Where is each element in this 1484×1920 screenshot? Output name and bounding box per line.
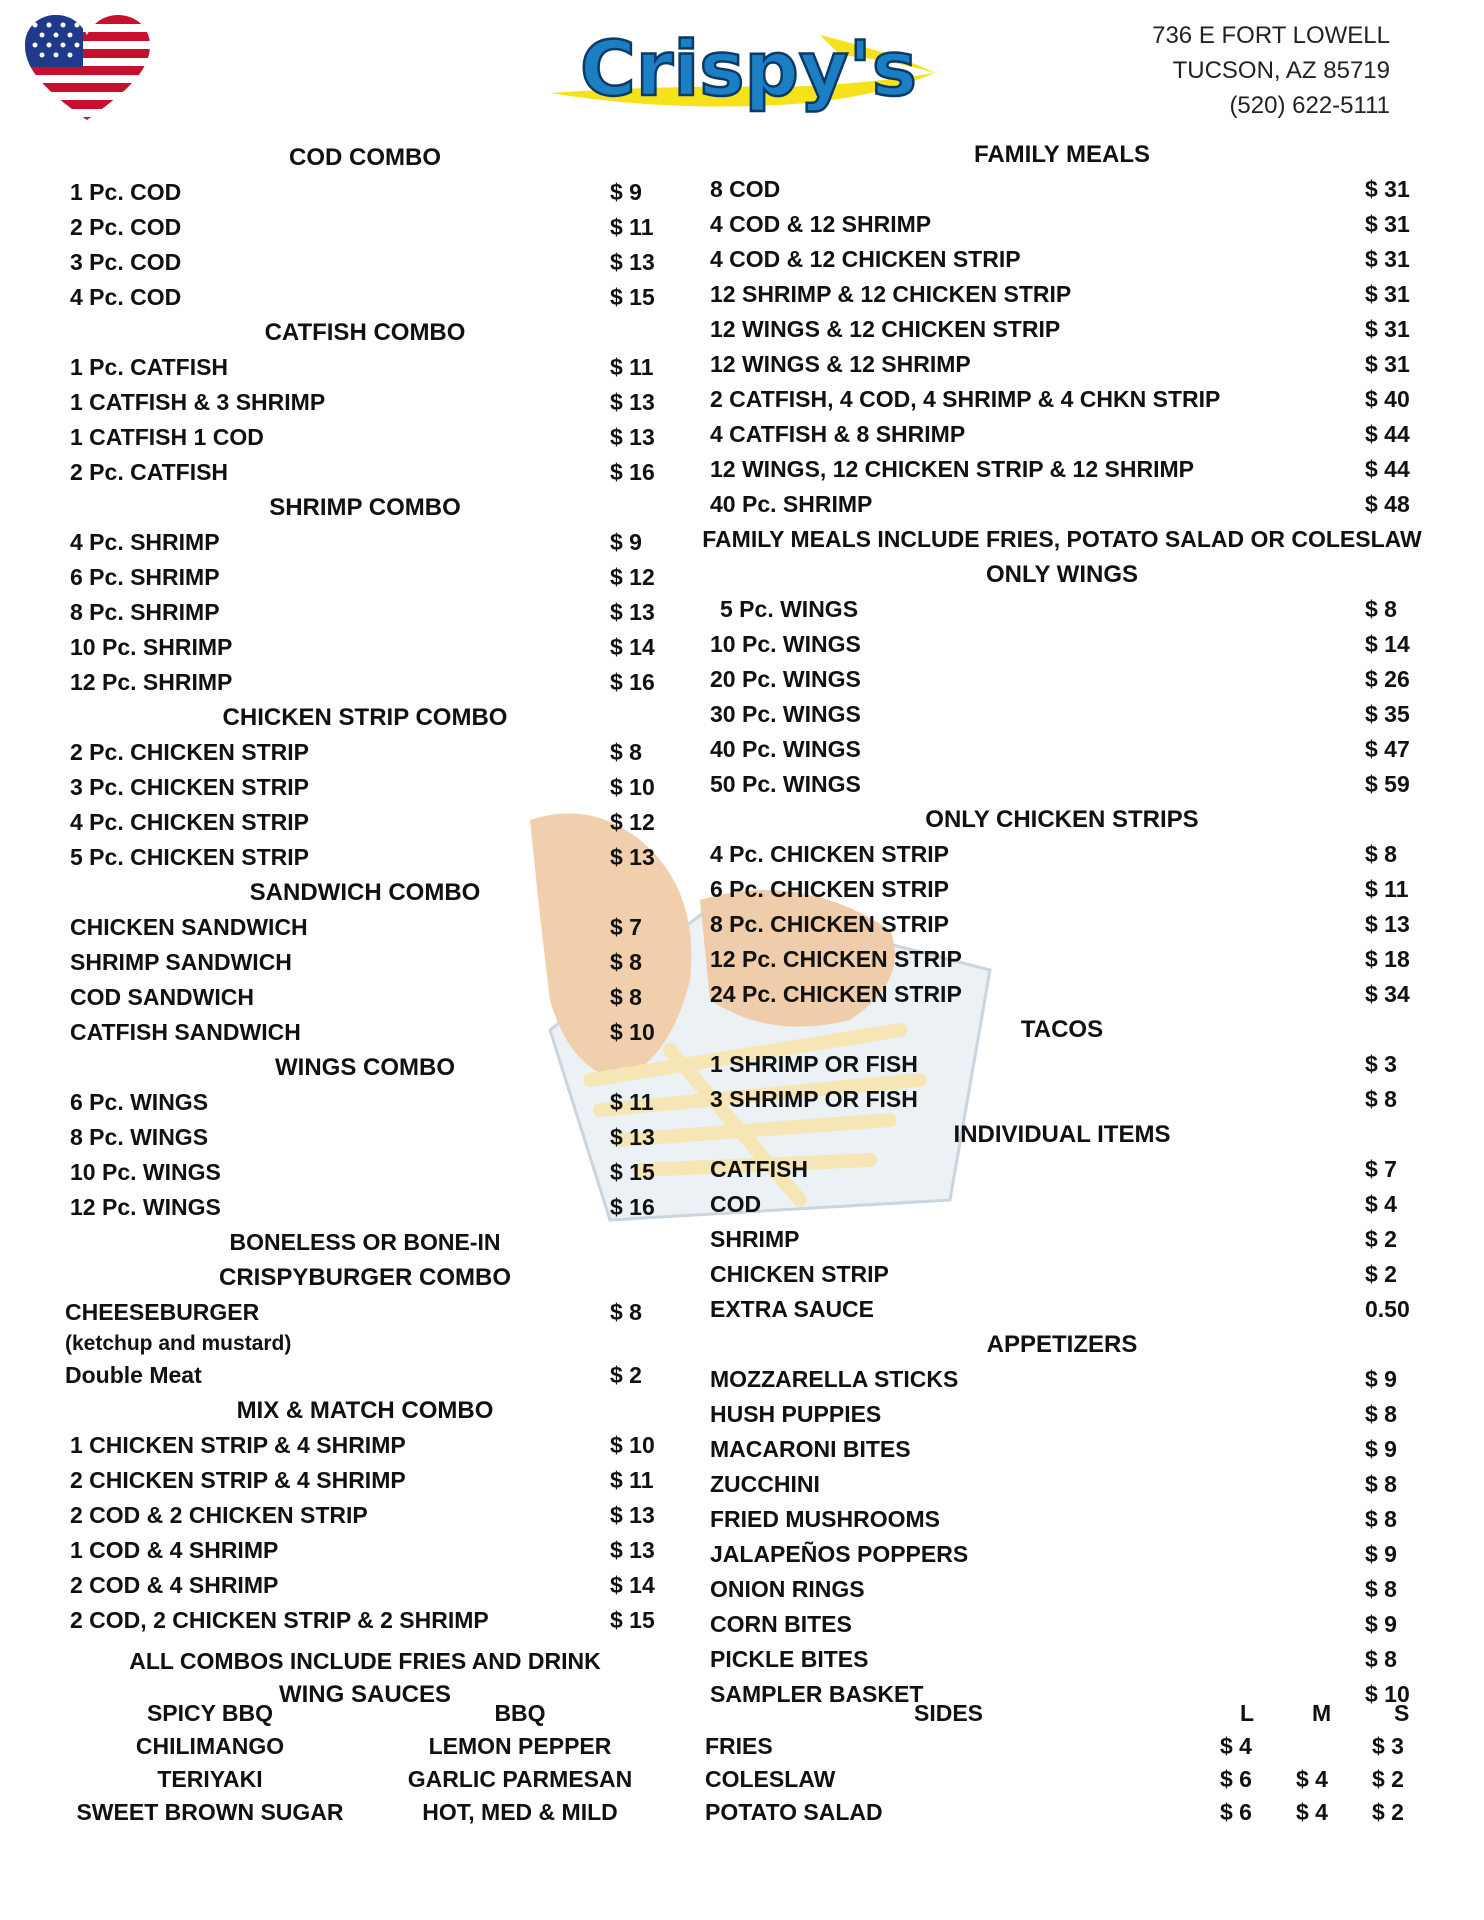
menu-item: CHEESEBURGER $ 8 (65, 1299, 642, 1325)
left-column (60, 140, 670, 1711)
sides-table (700, 1697, 1424, 1829)
wing-sauces-heading: WING SAUCES (278, 1681, 451, 1708)
sauce-row: TERIYAKI GARLIC PARMESAN (157, 1766, 633, 1792)
menu-item: 6 Pc. CHICKEN STRIP $ 11 (710, 876, 1409, 902)
menu-item: CORN BITES $ 9 (710, 1611, 1397, 1637)
menu-item: 1 CHICKEN STRIP & 4 SHRIMP $ 10 (70, 1432, 655, 1458)
menu-item: 8 COD $ 31 (710, 176, 1410, 202)
menu-item: 8 Pc. CHICKEN STRIP $ 13 (710, 911, 1410, 937)
individual-items-heading: INDIVIDUAL ITEMS (953, 1121, 1171, 1148)
menu-item: 50 Pc. WINGS $ 59 (710, 771, 1410, 797)
menu-item: 6 Pc. WINGS $ 11 (70, 1089, 654, 1115)
menu-item: Double Meat $ 2 (65, 1362, 642, 1388)
phone-number: (520) 622-5111 (1229, 92, 1390, 119)
menu-item: 4 COD & 12 CHICKEN STRIP $ 31 (710, 246, 1410, 272)
menu-item: SAMPLER BASKET $ 10 (710, 1681, 1410, 1707)
menu-item: 12 WINGS & 12 CHICKEN STRIP $ 31 (710, 316, 1410, 342)
cod-combo-heading: COD COMBO (289, 144, 441, 171)
menu-item: 4 CATFISH & 8 SHRIMP $ 44 (710, 421, 1410, 447)
wings-note: BONELESS OR BONE-IN (229, 1229, 501, 1255)
menu-item: 1 CATFISH 1 COD $ 13 (70, 424, 655, 450)
menu-item: 40 Pc. WINGS $ 47 (710, 736, 1410, 762)
catfish-combo-heading: CATFISH COMBO (264, 319, 466, 346)
menu-item: 8 Pc. SHRIMP $ 13 (70, 599, 655, 625)
menu-item: 2 CHICKEN STRIP & 4 SHRIMP $ 11 (70, 1467, 654, 1493)
menu-item: 3 Pc. COD $ 13 (70, 249, 655, 275)
menu-item: ONION RINGS $ 8 (710, 1576, 1397, 1602)
menu-item: CHICKEN SANDWICH $ 7 (70, 914, 642, 940)
right-column (700, 137, 1424, 1712)
menu-item: 12 WINGS, 12 CHICKEN STRIP & 12 SHRIMP $ 44 (710, 456, 1410, 482)
menu-item: 1 Pc. COD $ 9 (70, 179, 642, 205)
sauce-row: SPICY BBQ BBQ (146, 1700, 546, 1726)
menu-item: CHICKEN STRIP $ 2 (710, 1261, 1397, 1287)
menu-item: 3 Pc. CHICKEN STRIP $ 10 (70, 774, 655, 800)
menu-item: 12 Pc. SHRIMP $ 16 (70, 669, 655, 695)
menu-item: 24 Pc. CHICKEN STRIP $ 34 (710, 981, 1410, 1007)
wing-sauces-list (60, 1697, 670, 1829)
menu-item: 4 Pc. SHRIMP $ 9 (70, 529, 642, 555)
menu-item: 5 Pc. CHICKEN STRIP $ 13 (70, 844, 655, 870)
menu-item: 1 SHRIMP OR FISH $ 3 (710, 1051, 1397, 1077)
burger-combo-heading: CRISPYBURGER COMBO (218, 1264, 512, 1291)
mix-combo-heading: MIX & MATCH COMBO (236, 1397, 494, 1424)
menu-item: MACARONI BITES $ 9 (710, 1436, 1397, 1462)
side-item: FRIES $ 4 $ 3 (705, 1733, 1404, 1759)
menu-item: 8 Pc. WINGS $ 13 (70, 1124, 655, 1150)
wings-combo-heading: WINGS COMBO (275, 1054, 455, 1081)
menu-item: 6 Pc. SHRIMP $ 12 (70, 564, 655, 590)
menu-item: ZUCCHINI $ 8 (710, 1471, 1397, 1497)
menu-item: 4 Pc. COD $ 15 (70, 284, 655, 310)
menu-item: 12 SHRIMP & 12 CHICKEN STRIP $ 31 (710, 281, 1410, 307)
crispys-logo (540, 15, 940, 125)
burger-note: (ketchup and mustard) (65, 1332, 292, 1355)
family-meals-note: FAMILY MEALS INCLUDE FRIES, POTATO SALAD OR COLESLAW (702, 526, 1422, 552)
menu-item: JALAPEÑOS POPPERS $ 9 (710, 1541, 1397, 1567)
menu-item: 1 CATFISH & 3 SHRIMP $ 13 (70, 389, 655, 415)
menu-item: 1 Pc. CATFISH $ 11 (70, 354, 654, 380)
logo-text: Crispy's (580, 24, 917, 113)
side-item: COLESLAW $ 6 $ 4 $ 2 (705, 1766, 1404, 1792)
sides-header-row (700, 1697, 1424, 1730)
menu-item: 2 COD, 2 CHICKEN STRIP & 2 SHRIMP $ 15 (70, 1607, 655, 1633)
menu-item: 2 Pc. CHICKEN STRIP $ 8 (70, 739, 642, 765)
menu-item: 10 Pc. WINGS $ 14 (710, 631, 1410, 657)
menu-item: 1 COD & 4 SHRIMP $ 13 (70, 1537, 655, 1563)
menu-item: 20 Pc. WINGS $ 26 (710, 666, 1410, 692)
family-meals-heading: FAMILY MEALS (973, 141, 1151, 168)
sauce-row: SWEET BROWN SUGAR HOT, MED & MILD (76, 1799, 618, 1825)
menu-item: 12 Pc. WINGS $ 16 (70, 1194, 655, 1220)
menu-item: MOZZARELLA STICKS $ 9 (710, 1366, 1397, 1392)
shrimp-combo-heading: SHRIMP COMBO (269, 494, 461, 521)
menu-item: 40 Pc. SHRIMP $ 48 (710, 491, 1410, 517)
sandwich-combo-heading: SANDWICH COMBO (249, 879, 481, 906)
menu-item: 4 Pc. CHICKEN STRIP $ 8 (710, 841, 1397, 867)
only-chicken-strips-heading: ONLY CHICKEN STRIPS (925, 806, 1199, 833)
combo-note: ALL COMBOS INCLUDE FRIES AND DRINK (129, 1648, 601, 1674)
menu-item: 2 Pc. CATFISH $ 16 (70, 459, 655, 485)
menu-item: 4 COD & 12 SHRIMP $ 31 (710, 211, 1410, 237)
size-l: L (1240, 1700, 1255, 1726)
menu-item: 12 WINGS & 12 SHRIMP $ 31 (710, 351, 1410, 377)
menu-item: PICKLE BITES $ 8 (710, 1646, 1397, 1672)
tacos-heading: TACOS (1020, 1016, 1104, 1043)
menu-item: 10 Pc. WINGS $ 15 (70, 1159, 655, 1185)
menu-item: HUSH PUPPIES $ 8 (710, 1401, 1397, 1427)
menu-item: 2 COD & 4 SHRIMP $ 14 (70, 1572, 655, 1598)
menu-item: FRIED MUSHROOMS $ 8 (710, 1506, 1397, 1532)
sides-heading: SIDES (914, 1700, 984, 1726)
menu-item: SHRIMP $ 2 (710, 1226, 1397, 1252)
menu-item: 2 COD & 2 CHICKEN STRIP $ 13 (70, 1502, 655, 1528)
side-item: POTATO SALAD $ 6 $ 4 $ 2 (705, 1799, 1404, 1825)
menu-item: 12 Pc. CHICKEN STRIP $ 18 (710, 946, 1410, 972)
menu-item: 4 Pc. CHICKEN STRIP $ 12 (70, 809, 655, 835)
menu-item: CATFISH SANDWICH $ 10 (70, 1019, 655, 1045)
menu-item: 2 Pc. COD $ 11 (70, 214, 654, 240)
chicken-strip-combo-heading: CHICKEN STRIP COMBO (222, 704, 508, 731)
american-flag-heart-icon (25, 15, 150, 125)
menu-item: COD $ 4 (710, 1191, 1397, 1217)
menu-item: 30 Pc. WINGS $ 35 (710, 701, 1410, 727)
appetizers-heading: APPETIZERS (986, 1331, 1138, 1358)
address-city: TUCSON, AZ 85719 (1172, 57, 1390, 84)
address-street: 736 E FORT LOWELL (1152, 22, 1390, 49)
only-wings-heading: ONLY WINGS (985, 561, 1139, 588)
menu-item: CATFISH $ 7 (710, 1156, 1397, 1182)
menu-item: 3 SHRIMP OR FISH $ 8 (710, 1086, 1397, 1112)
menu-item: 10 Pc. SHRIMP $ 14 (70, 634, 655, 660)
address-block (1152, 18, 1390, 123)
menu-item: 5 Pc. WINGS $ 8 (720, 596, 1397, 622)
size-s: S (1394, 1700, 1410, 1726)
sauce-row: CHILIMANGO LEMON PEPPER (135, 1733, 612, 1759)
menu-item: SHRIMP SANDWICH $ 8 (70, 949, 642, 975)
size-m: M (1312, 1700, 1332, 1726)
menu-item: EXTRA SAUCE 0.50 (710, 1296, 1410, 1322)
menu-item: 2 CATFISH, 4 COD, 4 SHRIMP & 4 CHKN STRIP $ 40 (710, 386, 1410, 412)
menu-item: COD SANDWICH $ 8 (70, 984, 642, 1010)
